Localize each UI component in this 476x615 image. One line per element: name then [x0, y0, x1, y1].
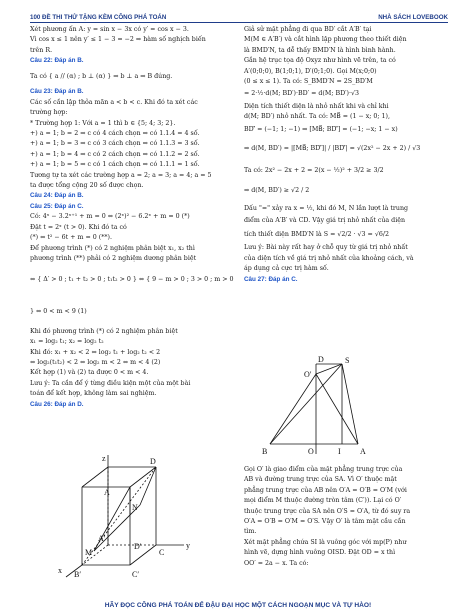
answer-heading: Câu 25: Đáp án C. [30, 202, 84, 210]
text-line: tìm. [244, 528, 257, 536]
text-line: Gắn hệ trục tọa độ Oxyz như hình vẽ trên, ta có [244, 57, 396, 65]
text-line: ⇒ d(M, BD′) ≥ √2 / 2 [244, 187, 310, 195]
text-line: Khi đó phương trình (*) có 2 nghiệm phân biệt [30, 327, 178, 335]
text-line: (*) ⇔ t² − 6t + m = 0 (**). [30, 234, 112, 242]
label-B-prime: B′ [74, 570, 82, 579]
text-line: của diện tích về giá trị nhỏ nhất của khoảng cách, và [244, 254, 414, 262]
text-line: Để phương trình (*) có 2 nghiệm phân biệt x₁, x₂ thì [30, 244, 195, 252]
label-I: I [338, 447, 341, 456]
text-line: * Trường hợp 1: Với a = 1 thì b ∈ {5; 4; 3; 2}. [30, 119, 176, 127]
text-line: +) a = 1; b = 5 ⇒ c có 1 cách chọn ⇒ có 1.1.1 = 1 số. [30, 161, 200, 169]
text-line: áp dụng cả cực trị hàm số. [244, 265, 329, 273]
text-line: BD′⃗ = (−1; 1; −1) ⇒ [MB⃗; BD′⃗] = (−1; −x; 1 − x) [244, 125, 398, 133]
text-line: Các số cần lập thỏa mãn a < b < c. Khi đó ta xét các [30, 98, 198, 106]
text-line: mọi điểm M thuộc đường tròn tâm (C′)). Lại có O′ [244, 497, 402, 505]
text-line: Đặt t = 2ˣ (t > 0). Khi đó ta có [30, 223, 127, 231]
label-z: z [102, 455, 106, 463]
text-line: Xét phương ấn A: y = sin x − 3x có y′ = cos x − 3. [30, 26, 189, 33]
text-line: (0 ≤ x ≤ 1). Ta có: S_BMD′N = 2S_BD′M [244, 78, 373, 86]
label-D: D [150, 457, 156, 466]
answer-heading: Câu 23: Đáp án B. [30, 88, 84, 96]
text-line: điểm của A′B′ và CD. Vậy giá trị nhỏ nhất của diện [244, 217, 406, 225]
answer-heading: Câu 24: Đáp án B. [30, 192, 84, 200]
label-A: A [360, 447, 366, 456]
header-right: NHÀ SÁCH LOVEBOOK [378, 14, 448, 21]
text-line: Tương tự ta xét các trường hợp a = 2; a = 3; a = 4; a = 5 [30, 171, 212, 179]
text-line: Có: 4ˣ − 3.2ˣ⁺¹ + m = 0 ⇔ (2ˣ)² − 6.2ˣ + m = 0 (*) [30, 213, 190, 221]
answer-heading: Câu 27: Đáp án C. [244, 275, 298, 283]
text-line: Ta có: 2x² − 2x + 2 = 2(x − ½)² + 3/2 ≥ 3/2 [244, 167, 384, 175]
label-C-prime: C′ [132, 570, 140, 579]
text-line: Lưu ý: Ta cần để ý từng điều kiện một của một bài [30, 379, 191, 387]
header-left: 100 ĐỀ THI THỬ TẶNG KÈM CÔNG PHÁ TOÁN [30, 14, 167, 21]
text-line: Lưu ý: Bài này rất hay ở chỗ quy từ giá trị nhỏ nhất [244, 244, 408, 252]
text-line: Dấu "=" xảy ra x = ½, khi đó M, N lần lượt là trung [244, 204, 409, 212]
text-line: toán để kết hợp, không làm sai nghiệm. [30, 390, 157, 398]
text-line: x₁ = log₂ t₁; x₂ = log₂ t₂ [30, 338, 104, 346]
text-line: ta được tổng cộng 20 số được chọn. [30, 182, 144, 190]
label-A-prime: A′ [98, 534, 106, 543]
left-column [30, 25, 235, 410]
text-line: Giả sử mặt phẳng đi qua BD′ cắt A′B′ tại [244, 26, 372, 33]
label-D: D [318, 355, 324, 364]
text-line: phương trình (**) phải có 2 nghiệm dương phân biệt [30, 254, 197, 262]
answer-heading: Câu 26: Đáp án D. [30, 400, 84, 408]
text-line: AB và đường trung trực của SA. Vì O′ thuộc mặt [244, 476, 397, 484]
text-line: Ta có { a // (α) ; b ⊥ (α) } ⇒ b ⊥ a ⇒ B đúng. [30, 72, 173, 80]
label-x: x [58, 566, 62, 575]
text-line: ⇔ log₂(t₁t₂) < 2 ⇔ log₂ m < 2 ⇔ m < 4 (2) [30, 358, 161, 366]
text-line: là BMD′N, ta dễ thấy BMD′N là hình bình hành. [244, 46, 396, 54]
label-M: M [85, 548, 93, 557]
text-line: trường hợp: [30, 109, 68, 117]
text-line: ⇔ { Δ′ > 0 ; t₁ + t₂ > 0 ; t₁t₂ > 0 } ⇔ { 9 − m > 0 ; 3 > 0 ; m > 0 } ⇔ 0 < m < 9 (1) [30, 276, 234, 315]
label-y: y [186, 541, 190, 550]
text-line: d(M; BD′) nhỏ nhất. Ta có: MB⃗ = (1 − x; 0; 1), [244, 113, 390, 121]
text-line: Gọi O′ là giao điểm của mặt phẳng trung trực của [244, 466, 403, 473]
text-line: Khi đó: x₁ + x₂ < 2 ⇔ log₂ t₁ + log₂ t₂ < 2 [30, 348, 161, 356]
right-column [244, 25, 449, 285]
text-line: +) a = 1; b = 4 ⇒ c có 2 cách chọn ⇒ có 1.1.2 = 2 số. [30, 150, 200, 158]
text-line: phẳng trung trực của AB nên O′A = O′B = O′M (với [244, 486, 407, 494]
running-header [30, 9, 448, 23]
cube-figure [52, 455, 202, 585]
text-line: = 2·½·d(M; BD′)·BD′ = d(M; BD′)·√3 [244, 90, 360, 98]
label-N: N [132, 503, 138, 512]
text-line: Xét mặt phẳng chứa SI là vuông góc với mp(P) như [244, 538, 407, 546]
text-line: O′A = O′B = O′M = O′S. Vậy O′ là tâm mặt cầu cần [244, 518, 406, 526]
text-line: A′(0;0;0), B(1;0;1), D′(0;1;0). Gọi M(x;0;0) [244, 67, 377, 75]
text-line: +) a = 1; b = 3 ⇒ c có 3 cách chọn ⇒ có 1.1.3 = 3 số. [30, 140, 200, 148]
text-line: thuộc trung trực của SA nên O′S = O′A, từ đó suy ra [244, 507, 411, 515]
text-line: Diện tích thiết diện là nhỏ nhất khi và chỉ khi [244, 103, 389, 110]
right-column-continued [244, 465, 449, 569]
label-D-prime: D′ [134, 542, 142, 551]
text-line: trên R. [30, 46, 53, 54]
label-S: S [345, 356, 350, 365]
answer-heading: Câu 22: Đáp án B. [30, 57, 84, 65]
text-line: Kết hợp (1) và (2) ta được 0 < m < 4. [30, 369, 149, 377]
text-line: +) a = 1; b = 2 ⇒ c có 4 cách chọn ⇒ có 1.1.4 = 4 số. [30, 130, 200, 138]
text-line: ⇒ d(M, BD′) = |[MB⃗; BD′⃗]| / |BD′⃗| = √(2x² − 2x + 2) / √3 [244, 145, 421, 153]
label-O: O [308, 447, 314, 456]
label-B: B [262, 447, 268, 456]
text-line: tích thiết diện BMD′N là S = √2/2 · √3 = √6/2 [244, 230, 389, 238]
label-C: C [159, 548, 165, 557]
text-line: Vì cos x ≤ 1 nên y′ ≤ 1 − 3 = −2 ⇒ hàm số nghịch biến [30, 36, 206, 44]
text-line: OO′ = 2a − x. Ta có: [244, 559, 309, 567]
sphere-figure [256, 352, 376, 467]
text-line: hình vẽ, dựng hình vuông OISD. Đặt OD = x thì [244, 549, 396, 557]
label-A: A [104, 488, 110, 497]
text-line: M(M ∈ A′B′) và cắt hình lập phương theo thiết diện [244, 36, 407, 44]
label-O-prime: O′ [304, 370, 312, 379]
running-footer: HÃY ĐỌC CÔNG PHÁ TOÁN ĐỂ ĐẬU ĐẠI HỌC MỘT CÁCH NGOẠN MỤC VÀ TỰ HÀO! [104, 602, 372, 609]
